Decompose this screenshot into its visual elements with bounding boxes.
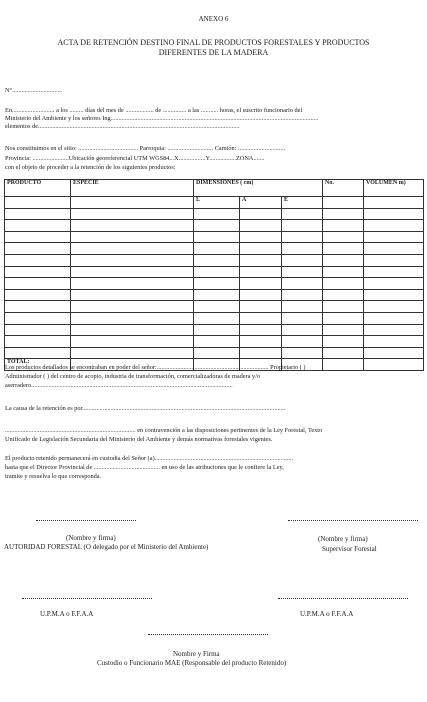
table-cell: [5, 254, 71, 266]
table-cell: [240, 254, 282, 266]
table-cell: [282, 324, 323, 336]
location-line1: Nos constituimos en el sitio: ...................................... Parroquia: ............................. Camión: ..............................: [5, 145, 286, 152]
col-header-e: E: [282, 197, 323, 209]
table-cell: [240, 312, 282, 324]
products-table: [4, 179, 424, 371]
custody-line1: El producto retenido permanecerá en custodia del Señor (a)........................................................................................: [5, 455, 294, 462]
col-header-volumen: VOLUMEN m): [364, 180, 424, 197]
table-cell: [323, 324, 364, 336]
table-cell: [323, 254, 364, 266]
table-cell: [323, 289, 364, 301]
table-cell: [194, 301, 240, 313]
table-cell: [323, 278, 364, 290]
table-cell: [323, 312, 364, 324]
table-cell: [71, 312, 194, 324]
table-cell: [240, 278, 282, 290]
table-row: [5, 220, 424, 232]
table-cell: [5, 301, 71, 313]
intro-line1: En........................... a los ......... días del mes de .................. de ............... a las ........... horas, el suscrito funcionario del: [5, 107, 303, 114]
intro-line2: Ministerio del Ambiente y los señores Ing....................................................................................................................................: [5, 115, 319, 122]
table-cell: [5, 347, 71, 359]
table-cell: [194, 266, 240, 278]
table-cell: [71, 266, 194, 278]
table-row: [5, 289, 424, 301]
cause-line2: ................................................................................... en contravención a las disposiciones pertinentes de la Ley Forestal, Texto: [5, 427, 323, 434]
table-cell: [282, 336, 323, 348]
authority-role: AUTORIDAD FORESTAL (O delegado por el Ministerio del Ambiente): [4, 543, 209, 551]
table-cell: [240, 243, 282, 255]
location-line2: Provincia: .......................Ubicación georeferencial UTM WGS84...X.................Y.................ZONA.......: [5, 155, 265, 162]
document-title-line1: ACTA DE RETENCIÓN DESTINO FINAL DE PRODUCTOS FORESTALES Y PRODUCTOS: [57, 38, 370, 47]
table-cell: [71, 324, 194, 336]
table-cell: [194, 220, 240, 232]
table-row: [5, 243, 424, 255]
location-line3: con el objeto de proceder a la retención de los siguientes productos:: [5, 164, 176, 171]
table-cell: [364, 359, 424, 371]
table-cell: [71, 254, 194, 266]
table-cell: [364, 312, 424, 324]
table-cell: [194, 231, 240, 243]
table-cell: [5, 312, 71, 324]
custody-line3: tramite y resuelva lo que corresponda.: [5, 473, 102, 480]
table-cell: [71, 243, 194, 255]
table-cell: [194, 324, 240, 336]
table-cell: [364, 254, 424, 266]
table-cell: [282, 266, 323, 278]
table-cell: [5, 197, 71, 209]
table-row: [5, 347, 424, 359]
table-cell: [282, 301, 323, 313]
table-cell: [71, 278, 194, 290]
table-cell: [240, 289, 282, 301]
table-cell: [282, 347, 323, 359]
table-cell: [282, 220, 323, 232]
table-cell: [282, 312, 323, 324]
table-cell: [323, 208, 364, 220]
table-cell: [282, 289, 323, 301]
table-cell: [323, 347, 364, 359]
total-label: TOTAL:: [5, 359, 71, 371]
table-cell: [71, 231, 194, 243]
custodian-role: Custodio o Funcionario MAE (Responsable del producto Retenido): [97, 659, 287, 667]
table-cell: [323, 301, 364, 313]
supervisor-role: Supervisor Forestal: [322, 545, 377, 553]
table-cell: [5, 220, 71, 232]
table-row: [5, 324, 424, 336]
col-header-no: No.: [323, 180, 364, 197]
table-cell: [364, 289, 424, 301]
table-cell: [194, 347, 240, 359]
table-cell: [323, 266, 364, 278]
table-cell: [240, 324, 282, 336]
col-header-especie: ESPECIE: [71, 180, 194, 197]
cause-line1: La causa de la retención es por.................................................................................................................................: [5, 405, 286, 412]
table-row: [5, 254, 424, 266]
table-row: [5, 301, 424, 313]
col-header-a: A: [240, 197, 282, 209]
table-cell: [282, 231, 323, 243]
table-cell: [194, 289, 240, 301]
table-cell: [5, 208, 71, 220]
col-header-l: L: [194, 197, 240, 209]
table-cell: [194, 254, 240, 266]
table-cell: [240, 231, 282, 243]
table-cell: [5, 278, 71, 290]
table-row: [5, 231, 424, 243]
possession-line3: aserradero................................................................................................................................: [5, 382, 233, 389]
upma-right-label: U.P.M.A o F.F.A.A: [300, 610, 354, 618]
table-cell: [194, 336, 240, 348]
supervisor-name-label: (Nombre y firma): [318, 535, 368, 543]
signature-line-upma-right: [278, 598, 408, 599]
col-header-producto: PRODUCTO: [5, 180, 71, 197]
col-header-dimensiones: DIMENSIONES ( cm): [194, 180, 323, 197]
table-cell: [364, 278, 424, 290]
table-cell: [240, 220, 282, 232]
table-cell: [364, 243, 424, 255]
act-number: N°................................: [5, 87, 63, 94]
table-cell: [323, 243, 364, 255]
table-header-row: [5, 180, 424, 197]
annex-label: ANEXO 6: [198, 15, 229, 23]
custodian-name-label: Nombre y Firma: [173, 650, 220, 658]
table-cell: [364, 336, 424, 348]
authority-name-label: (Nombre y firma): [66, 534, 116, 542]
cause-line3: Unificado de Legislación Secundaria del Ministerio del Ambiente y demás normativas forestales vigentes.: [5, 436, 273, 443]
table-cell: [364, 231, 424, 243]
table-cell: [240, 266, 282, 278]
table-cell: [323, 197, 364, 209]
intro-line3: elementos de................................................................................................................................: [5, 123, 240, 130]
signature-line-custodian: [148, 634, 268, 635]
table-cell: [71, 208, 194, 220]
table-cell: [364, 324, 424, 336]
table-cell: [240, 301, 282, 313]
signature-line-supervisor: [288, 520, 418, 521]
table-cell: [282, 254, 323, 266]
table-cell: [71, 301, 194, 313]
table-body: [5, 208, 424, 359]
table-cell: [364, 220, 424, 232]
table-cell: [323, 231, 364, 243]
table-cell: [240, 347, 282, 359]
table-cell: [194, 208, 240, 220]
table-cell: [71, 347, 194, 359]
possession-line1: Los productos detallados se encontraban en poder del señor:....................................................................... Propietario ( ): [5, 364, 306, 371]
table-row: [5, 278, 424, 290]
table-cell: [282, 278, 323, 290]
table-cell: [364, 266, 424, 278]
table-row: [5, 336, 424, 348]
table-cell: [194, 312, 240, 324]
upma-left-label: U.P.M.A o F.F.A.A: [40, 610, 94, 618]
table-row: [5, 266, 424, 278]
table-cell: [364, 347, 424, 359]
table-row: [5, 312, 424, 324]
table-cell: [240, 208, 282, 220]
table-cell: [364, 301, 424, 313]
table-cell: [5, 266, 71, 278]
table-cell: [323, 220, 364, 232]
table-cell: [240, 336, 282, 348]
table-cell: [194, 243, 240, 255]
table-cell: [282, 243, 323, 255]
table-cell: [282, 208, 323, 220]
table-cell: [5, 289, 71, 301]
table-cell: [364, 208, 424, 220]
table-cell: [5, 336, 71, 348]
table-cell: [71, 197, 194, 209]
signature-line-upma-left: [22, 598, 152, 599]
table-cell: [5, 231, 71, 243]
document-title-line2: DIFERENTES DE LA MADERA: [158, 48, 269, 57]
table-cell: [323, 359, 364, 371]
table-cell: [323, 336, 364, 348]
possession-line2: Administrador ( ) del centro de acopio, industria de transformación, comercializadoras de madera y/o: [5, 373, 261, 380]
custody-line2: hasta que el Director Provincial de .......................................... en uso de las atribuciones que le confiere la Ley,: [5, 464, 284, 471]
signature-line-authority: [36, 520, 136, 521]
table-cell: [5, 243, 71, 255]
table-subheader-row: [5, 197, 424, 209]
table-cell: [71, 336, 194, 348]
table-cell: [5, 324, 71, 336]
table-cell: [194, 278, 240, 290]
table-cell: [71, 220, 194, 232]
table-row: [5, 208, 424, 220]
table-cell: [71, 289, 194, 301]
table-cell: [364, 197, 424, 209]
